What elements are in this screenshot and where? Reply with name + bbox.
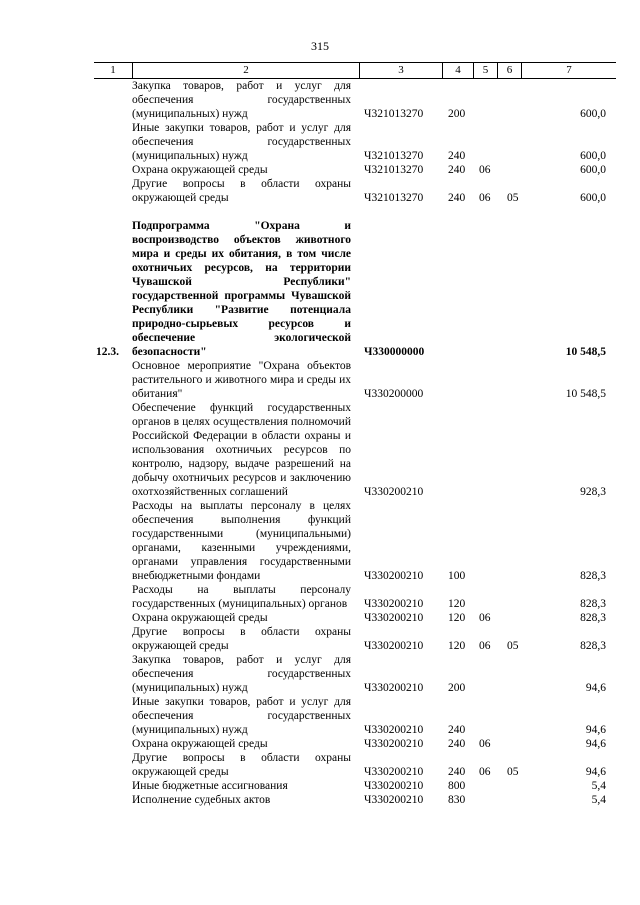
row-name: Охрана окружающей среды	[132, 612, 268, 624]
row-expense-type: 240	[448, 738, 466, 750]
table-row	[94, 653, 616, 695]
row-target-code: Ч330000000	[364, 346, 425, 358]
table-row	[94, 401, 616, 499]
header-col-2: 2	[132, 63, 359, 78]
row-name: Другие вопросы в области охраны окружающей среды	[132, 626, 351, 652]
table-row	[94, 583, 616, 611]
row-target-code: Ч330200210	[364, 640, 424, 652]
row-target-code: Ч330200210	[364, 598, 424, 610]
row-target-code: Ч330200210	[364, 738, 424, 750]
table-row	[94, 499, 616, 583]
row-gap	[94, 205, 616, 219]
table-row	[94, 177, 616, 205]
row-section: 06	[479, 766, 491, 778]
row-name: Другие вопросы в области охраны окружающей среды	[132, 178, 351, 204]
row-amount: 10 548,5	[565, 346, 606, 358]
table-row	[94, 611, 616, 625]
row-expense-type: 240	[448, 192, 466, 204]
row-section: 06	[479, 192, 491, 204]
header-col-1: 1	[110, 64, 116, 76]
table-row	[94, 751, 616, 779]
row-expense-type: 200	[448, 108, 466, 120]
row-name: Подпрограмма "Охрана и воспроизводство объектов животного мира и среды их обитания, в том числе охотничьих ресурсов, на территории Чувашской Республики" государственной программы Чувашской Республики "Развитие потенциала природно-сырьевых ресурсов и обеспечение экологической безопасности"	[132, 220, 351, 358]
header-col-6: 6	[497, 63, 521, 78]
row-target-code: Ч330200210	[364, 612, 424, 624]
row-target-code: Ч330200210	[364, 766, 424, 778]
row-section: 06	[479, 612, 491, 624]
row-name: Иные закупки товаров, работ и услуг для обеспечения государственных (муниципальных) нужд	[132, 696, 351, 736]
row-name: Иные закупки товаров, работ и услуг для обеспечения государственных (муниципальных) нужд	[132, 122, 351, 162]
row-name: Закупка товаров, работ и услуг для обеспечения государственных (муниципальных) нужд	[132, 654, 351, 694]
row-name: Исполнение судебных актов	[132, 794, 271, 806]
row-expense-type: 240	[448, 724, 466, 736]
header-col-4: 4	[442, 63, 473, 78]
row-target-code: Ч321013270	[364, 164, 424, 176]
table-header	[94, 62, 616, 79]
row-expense-type: 120	[448, 612, 466, 624]
row-amount: 94,6	[585, 766, 606, 778]
page-number: 315	[311, 39, 329, 53]
row-target-code: Ч321013270	[364, 192, 424, 204]
row-target-code: Ч321013270	[364, 108, 424, 120]
row-amount: 828,3	[580, 640, 606, 652]
row-subsection: 05	[507, 766, 519, 778]
row-subsection: 05	[507, 192, 519, 204]
table-row	[94, 219, 616, 359]
table-body	[94, 79, 616, 807]
row-target-code: Ч330200210	[364, 724, 424, 736]
table-row	[94, 359, 616, 401]
row-target-code: Ч321013270	[364, 150, 424, 162]
row-amount: 5,4	[591, 794, 606, 806]
row-amount: 928,3	[580, 486, 606, 498]
row-amount: 5,4	[591, 780, 606, 792]
row-name: Закупка товаров, работ и услуг для обеспечения государственных (муниципальных) нужд	[132, 80, 351, 120]
table-row	[94, 625, 616, 653]
row-section: 06	[479, 738, 491, 750]
row-name: Охрана окружающей среды	[132, 164, 268, 176]
row-target-code: Ч330200210	[364, 570, 424, 582]
row-amount: 94,6	[585, 738, 606, 750]
table-row	[94, 793, 616, 807]
row-section: 06	[479, 164, 491, 176]
header-col-5: 5	[473, 63, 497, 78]
row-name: Обеспечение функций государственных органов в целях осуществления полномочий Российской Федерации в области охраны и использования охотничьих ресурсов по контролю, надзору, выдаче разрешений на добычу охотничьих ресурсов и заключению охотхозяйственных соглашений	[132, 402, 351, 498]
row-target-code: Ч330200210	[364, 486, 424, 498]
row-amount: 94,6	[585, 724, 606, 736]
row-expense-type: 240	[448, 766, 466, 778]
row-expense-type: 830	[448, 794, 466, 806]
row-amount: 600,0	[580, 164, 606, 176]
row-name: Основное мероприятие "Охрана объектов растительного и животного мира и среды их обитания"	[132, 360, 351, 400]
row-expense-type: 240	[448, 164, 466, 176]
header-col-3: 3	[359, 63, 442, 78]
row-name: Охрана окружающей среды	[132, 738, 268, 750]
table-row	[94, 121, 616, 163]
row-amount: 600,0	[580, 192, 606, 204]
row-amount: 10 548,5	[565, 388, 606, 400]
row-name: Расходы на выплаты персоналу в целях обеспечения выполнения функций государственными (муниципальными) органами, казенными учреждениями, органами управления государственными внебюджетными фондами	[132, 500, 351, 582]
row-target-code: Ч330200210	[364, 794, 424, 806]
row-name: Иные бюджетные ассигнования	[132, 780, 288, 792]
row-amount: 600,0	[580, 150, 606, 162]
table-row	[94, 79, 616, 121]
row-expense-type: 200	[448, 682, 466, 694]
row-section: 06	[479, 640, 491, 652]
row-target-code: Ч330200210	[364, 682, 424, 694]
row-name: Другие вопросы в области охраны окружающей среды	[132, 752, 351, 778]
row-expense-type: 120	[448, 640, 466, 652]
row-target-code: Ч330200000	[364, 388, 424, 400]
row-amount: 828,3	[580, 598, 606, 610]
row-expense-type: 240	[448, 150, 466, 162]
table-row	[94, 163, 616, 177]
row-amount: 600,0	[580, 108, 606, 120]
row-expense-type: 800	[448, 780, 466, 792]
row-expense-type: 120	[448, 598, 466, 610]
row-amount: 828,3	[580, 612, 606, 624]
row-expense-type: 100	[448, 570, 466, 582]
row-amount: 828,3	[580, 570, 606, 582]
row-number: 12.3.	[96, 346, 119, 358]
row-subsection: 05	[507, 640, 519, 652]
row-amount: 94,6	[585, 682, 606, 694]
table-row	[94, 779, 616, 793]
row-name: Расходы на выплаты персоналу государственных (муниципальных) органов	[132, 584, 351, 610]
table-row	[94, 737, 616, 751]
row-target-code: Ч330200210	[364, 780, 424, 792]
table-row	[94, 695, 616, 737]
header-col-7: 7	[521, 63, 616, 78]
